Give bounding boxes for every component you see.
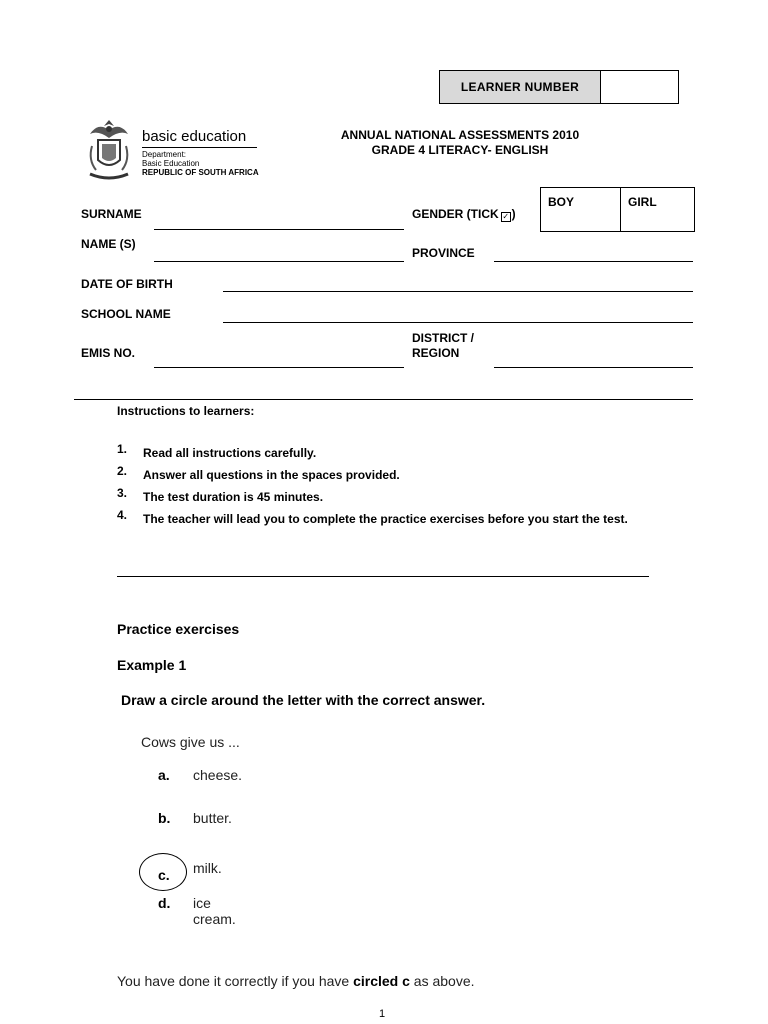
- learner-number-field[interactable]: [601, 71, 678, 103]
- district-field[interactable]: [494, 367, 693, 368]
- practice-directive: Draw a circle around the letter with the correct answer.: [121, 692, 486, 708]
- logo-dept-line2: Basic Education: [142, 159, 200, 168]
- instructions-title: Instructions to learners:: [117, 404, 255, 418]
- logo-dept-line1: Department:: [142, 150, 187, 159]
- emis-field[interactable]: [154, 367, 404, 368]
- region-label: REGION: [412, 346, 460, 360]
- assessment-subtitle: GRADE 4 LITERACY- ENGLISH: [371, 143, 549, 157]
- names-label: NAME (S): [81, 237, 136, 251]
- logo-divider: [142, 147, 257, 148]
- instructions-divider: [117, 576, 649, 577]
- learner-number-label: LEARNER NUMBER: [440, 71, 601, 103]
- school-name-label: SCHOOL NAME: [81, 307, 171, 321]
- surname-label: SURNAME: [81, 207, 142, 221]
- dob-label: DATE OF BIRTH: [81, 277, 173, 291]
- logo-dept-line3: REPUBLIC OF SOUTH AFRICA: [142, 168, 259, 177]
- gender-label: GENDER (TICK ✓ ): [412, 207, 516, 221]
- district-label: DISTRICT /: [412, 331, 474, 345]
- gender-options: [540, 187, 695, 232]
- province-label: PROVINCE: [412, 246, 475, 260]
- question-text: Cows give us ...: [141, 734, 240, 750]
- assessment-title: ANNUAL NATIONAL ASSESSMENTS 2010: [340, 128, 580, 142]
- feedback-highlight: circled c: [353, 973, 410, 989]
- coat-of-arms-icon: [84, 116, 134, 184]
- checkbox-tick-icon: ✓: [502, 212, 510, 221]
- surname-field[interactable]: [154, 229, 404, 230]
- page-number: 1: [379, 1008, 386, 1020]
- emis-label: EMIS NO.: [81, 346, 136, 360]
- logo-brand: basic education: [142, 128, 247, 145]
- feedback-text: You have done it correctly if you have circled c as above.: [117, 973, 475, 989]
- dob-field[interactable]: [223, 291, 693, 292]
- province-field[interactable]: [494, 261, 693, 262]
- example-title: Example 1: [117, 657, 187, 673]
- gender-boy-box[interactable]: BOY: [541, 188, 621, 231]
- gender-girl-box[interactable]: GIRL: [628, 195, 657, 209]
- section-divider: [74, 399, 693, 400]
- names-field[interactable]: [154, 261, 404, 262]
- school-name-field[interactable]: [223, 322, 693, 323]
- learner-number-box: [439, 70, 679, 104]
- practice-title: Practice exercises: [117, 621, 240, 637]
